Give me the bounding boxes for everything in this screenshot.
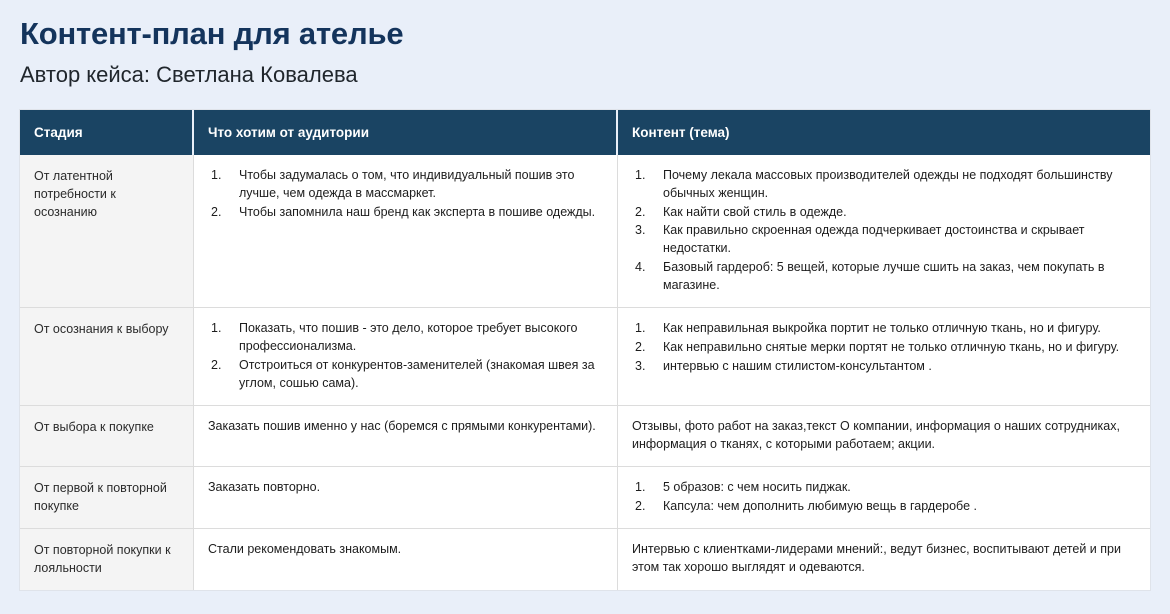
table-row — [20, 467, 1150, 530]
cell-want — [194, 308, 618, 406]
cell-theme — [618, 308, 1150, 406]
cell-stage: От первой к повторной покупке — [20, 467, 194, 530]
list-item: Отстроиться от конкурентов-заменителей (знакомая швея за углом, сошью сама). — [239, 357, 595, 390]
list-item: Капсула: чем дополнить любимую вещь в гардеробе . — [663, 498, 977, 513]
list-item: Как правильно скроенная одежда подчеркивает достоинства и скрывает недостатки. — [663, 223, 1085, 256]
column-header-want: Что хотим от аудитории — [194, 110, 618, 155]
content-plan-table — [20, 110, 1150, 590]
cell-theme — [618, 529, 1150, 589]
cell-theme — [618, 155, 1150, 308]
document-header — [20, 0, 1150, 88]
cell-text: Стали рекомендовать знакомым. — [208, 542, 402, 557]
table-row — [20, 529, 1150, 589]
cell-stage: От осознания к выбору — [20, 308, 194, 406]
ordered-list — [208, 167, 603, 221]
list-item: Чтобы запомнила наш бренд как эксперта в пошиве одежды. — [239, 204, 596, 219]
cell-stage: От выбора к покупке — [20, 406, 194, 467]
ordered-list — [208, 320, 603, 392]
ordered-list — [632, 479, 1136, 516]
list-item: 5 образов: с чем носить пиджак. — [663, 479, 851, 494]
page-title: Контент-план для ателье — [20, 16, 404, 51]
cell-text: Заказать пошив именно у нас (боремся с прямыми конкурентами). — [208, 419, 596, 434]
list-item: Показать, что пошив - это дело, которое требует высокого профессионализма. — [239, 321, 578, 354]
column-header-stage: Стадия — [20, 110, 194, 155]
list-item: Почему лекала массовых производителей одежды не подходят большинству обычных женщин. — [663, 168, 1113, 200]
cell-text: Отзывы, фото работ на заказ,текст О компании, информация о наших сотрудниках, информация о тканях, с которыми работаем; акции. — [632, 419, 1120, 452]
list-item: Чтобы задумалась о том, что индивидуальный пошив это лучше, чем одежда в массмаркет. — [239, 168, 575, 200]
table-row — [20, 308, 1150, 406]
list-item: Как неправильная выкройка портит не только отличную ткань, но и фигуру. — [663, 321, 1101, 336]
cell-text: Интервью с клиентками-лидерами мнений:, ведут бизнес, воспитывают детей и при этом так хорошо выглядят и одеваются. — [632, 542, 1121, 575]
cell-stage: От латентной потребности к осознанию — [20, 155, 194, 308]
list-item: Как неправильно снятые мерки портят не только отличную ткань, но и фигуру. — [663, 340, 1120, 355]
list-item: Как найти свой стиль в одежде. — [663, 204, 847, 219]
ordered-list — [632, 320, 1136, 375]
table-body — [20, 155, 1150, 590]
column-header-theme: Контент (тема) — [618, 110, 1150, 155]
cell-theme — [618, 467, 1150, 530]
table-header-row — [20, 110, 1150, 155]
table-header — [20, 110, 1150, 155]
list-item: Базовый гардероб: 5 вещей, которые лучше сшить на заказ, чем покупать в магазине. — [663, 259, 1105, 292]
table-row — [20, 406, 1150, 467]
cell-want — [194, 155, 618, 308]
ordered-list — [632, 167, 1136, 294]
cell-theme — [618, 406, 1150, 467]
page-subtitle: Автор кейса: Светлана Ковалева — [20, 61, 358, 87]
cell-text: Заказать повторно. — [208, 479, 321, 494]
cell-want — [194, 406, 618, 467]
cell-stage: От повторной покупки к лояльности — [20, 529, 194, 589]
table-row — [20, 155, 1150, 308]
list-item: интервью с нашим стилистом-консультантом . — [663, 358, 932, 373]
cell-want — [194, 529, 618, 589]
cell-want — [194, 467, 618, 530]
